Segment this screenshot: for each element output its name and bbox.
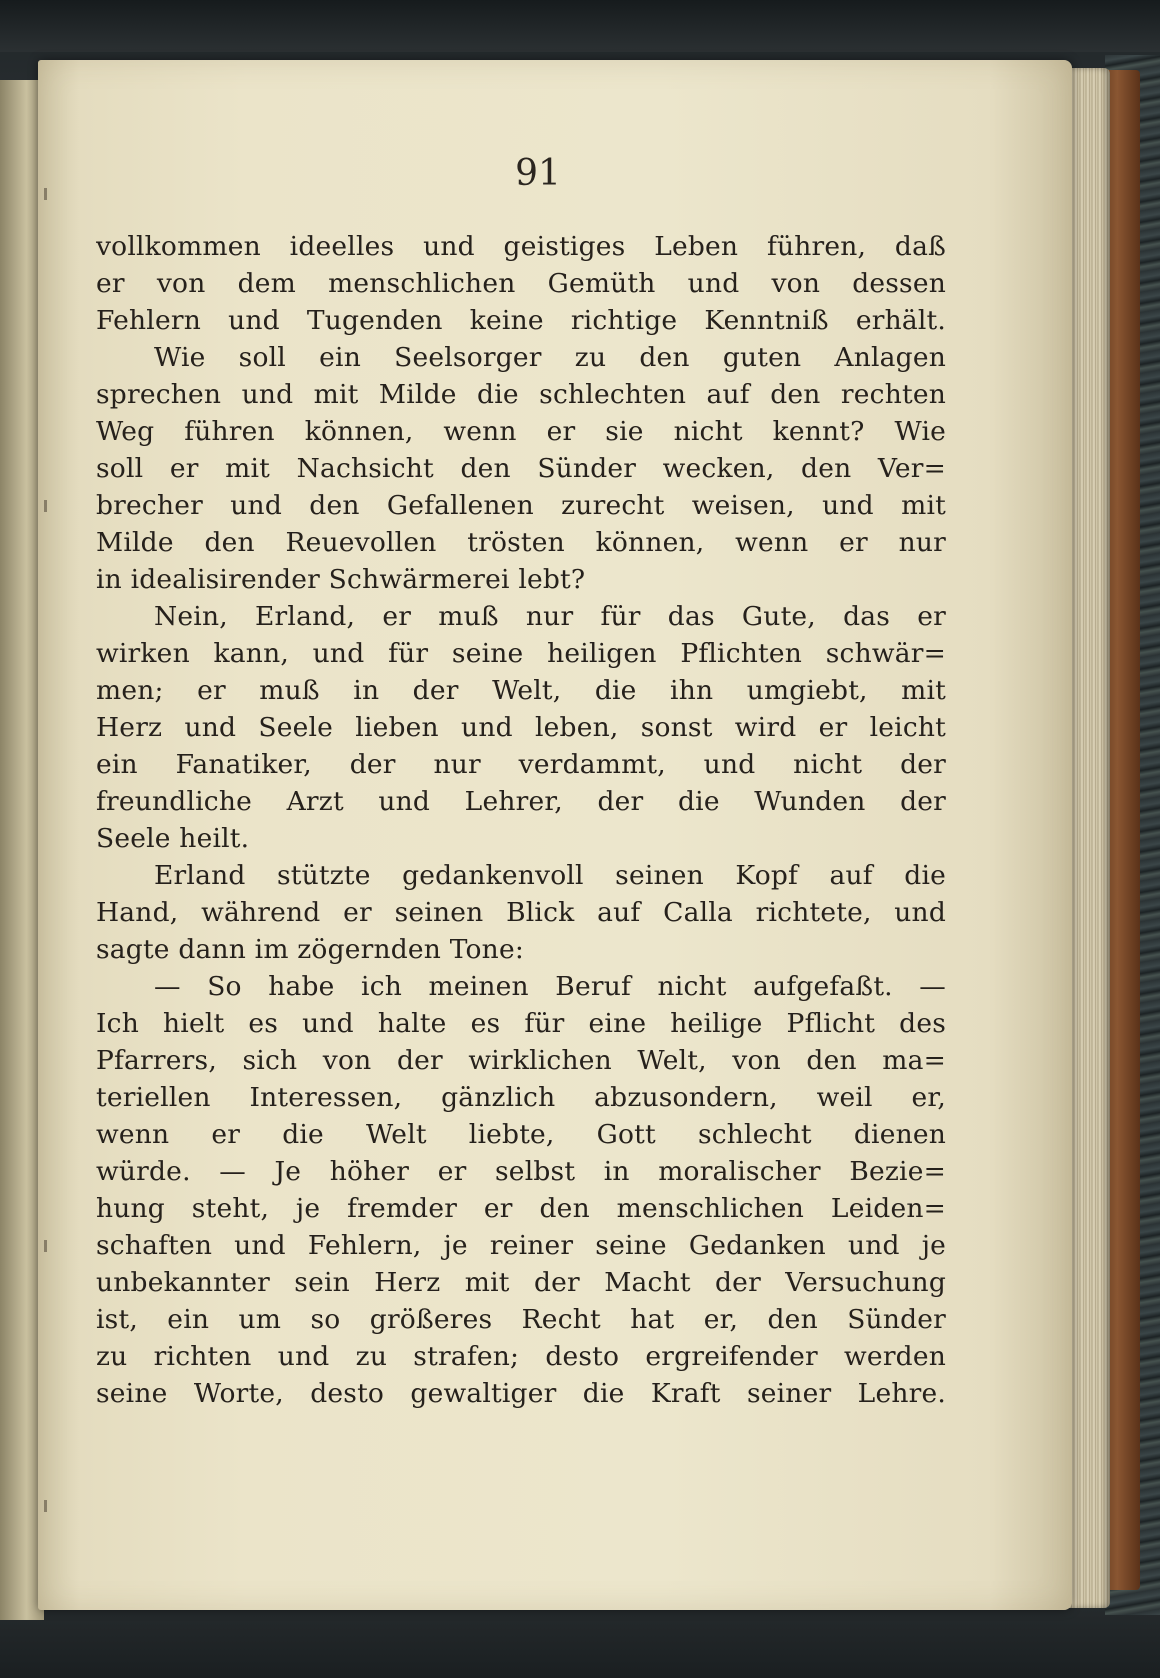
text-line: wenn er die Welt liebte, Gott schlecht dienen [96, 1119, 946, 1150]
text-line: sagte dann im zögernden Tone: [96, 934, 524, 965]
book-page [38, 60, 1072, 1610]
text-line: Seele heilt. [96, 823, 250, 854]
text-line: sprechen und mit Milde die schlechten auf den rechten [96, 379, 946, 410]
text-line: teriellen Interessen, gänzlich abzusondern, weil er, [96, 1082, 946, 1113]
page-text [96, 228, 946, 1412]
text-line: brecher und den Gefallenen zurecht weisen, und mit [96, 490, 946, 521]
text-line: Nein, Erland, er muß nur für das Gute, das er [154, 601, 946, 632]
text-line: er von dem menschlichen Gemüth und von dessen [96, 268, 946, 299]
margin-mark [44, 188, 47, 200]
text-line: schaften und Fehlern, je reiner seine Gedanken und je [96, 1230, 946, 1261]
text-line: unbekannter sein Herz mit der Macht der Versuchung [96, 1267, 946, 1298]
text-line: Pfarrers, sich von der wirklichen Welt, von den ma= [96, 1045, 946, 1076]
text-line: Erland stützte gedankenvoll seinen Kopf auf die [154, 860, 946, 891]
text-line: hung steht, je fremder er den menschlichen Leiden= [96, 1193, 946, 1224]
text-line: soll er mit Nachsicht den Sünder wecken, den Ver= [96, 453, 946, 484]
text-line: würde. — Je höher er selbst in moralischer Bezie= [96, 1156, 946, 1187]
text-line: — So habe ich meinen Beruf nicht aufgefaßt. — [154, 971, 946, 1002]
text-line: Fehlern und Tugenden keine richtige Kenntniß erhält. [96, 305, 946, 336]
text-line: Ich hielt es und halte es für eine heilige Pflicht des [96, 1008, 946, 1039]
text-line: freundliche Arzt und Lehrer, der die Wunden der [96, 786, 946, 817]
text-line: in idealisirender Schwärmerei lebt? [96, 564, 586, 595]
text-line: ist, ein um so größeres Recht hat er, den Sünder [96, 1304, 946, 1335]
text-line: ein Fanatiker, der nur verdammt, und nicht der [96, 749, 946, 780]
margin-mark [44, 500, 47, 512]
margin-mark [44, 1240, 47, 1252]
text-line: zu richten und zu strafen; desto ergreifender werden [96, 1341, 946, 1372]
book-cover-top [0, 0, 1160, 52]
text-line: vollkommen ideelles und geistiges Leben führen, daß [96, 231, 946, 262]
text-line: Milde den Reuevollen trösten können, wenn er nur [96, 527, 946, 558]
page-number: 91 [515, 153, 561, 194]
text-line: Weg führen können, wenn er sie nicht kennt? Wie [96, 416, 946, 447]
text-line: Hand, während er seinen Blick auf Calla richtete, und [96, 897, 946, 928]
text-line: wirken kann, und für seine heiligen Pflichten schwär= [96, 638, 946, 669]
text-line: seine Worte, desto gewaltiger die Kraft seiner Lehre. [96, 1378, 946, 1409]
text-line: men; er muß in der Welt, die ihn umgiebt, mit [96, 675, 946, 706]
text-line: Herz und Seele lieben und leben, sonst wird er leicht [96, 712, 946, 743]
margin-mark [44, 1500, 47, 1512]
text-line: Wie soll ein Seelsorger zu den guten Anlagen [154, 342, 946, 373]
